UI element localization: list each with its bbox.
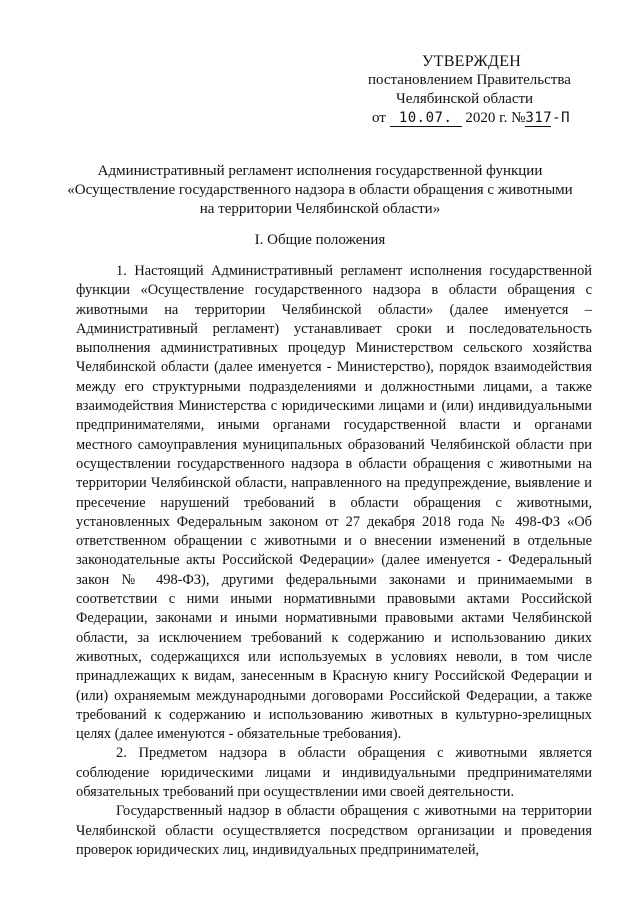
approval-number: 317-П xyxy=(525,110,571,126)
document-body xyxy=(76,262,592,860)
approval-resolution: постановлением Правительства xyxy=(368,72,571,88)
paragraph-3: Государственный надзор в области обращения с животными на территории Челябинской области осуществляется посредством организации и проведения проверок юридических лиц, индивидуальных предпринимателей, xyxy=(76,803,592,858)
title-line-2: «Осуществление государственного надзора в области обращения с животными xyxy=(67,182,573,198)
document-title xyxy=(60,162,580,219)
section-heading: I. Общие положения xyxy=(254,232,386,248)
paragraph-2: 2. Предметом надзора в области обращения с животными является соблюдение юридическими лицами и индивидуальными предпринимателями обязательных требований при осуществлении ими своей деятельности. xyxy=(76,745,592,801)
title-line-3: на территории Челябинской области» xyxy=(199,201,441,217)
approval-date: 10.07. xyxy=(390,111,462,127)
approval-year: 2020 г. № xyxy=(465,110,526,126)
approval-stamp xyxy=(360,52,600,128)
approval-prefix: от xyxy=(372,110,386,126)
approval-heading: УТВЕРЖДЕН xyxy=(422,53,522,70)
paragraph-1: 1. Настоящий Административный регламент исполнения государственной функции «Осуществление государственного надзора в области обращения с животными на территории Челябинской области» (далее именуется – Административный регламент) устанавливает сроки и последовательность выполнения административных процедур Министерством сельского хозяйства Челябинской области (далее именуется - Министерство), порядок взаимодействия между его структурными подразделениями и должностными лицами, а также взаимодействия Министерства с юридическими лицами и (или) индивидуальными предпринимателями, иными органами государственной власти и органами местного самоуправления муниципальных образований Челябинской области при осуществлении государственного надзора в области обращения с животными на территории Челябинской области, направленного на предупреждение, выявление и пресечение нарушений требований в области обращения с животными, установленных Федеральным законом от 27 декабря 2018 года № 498-ФЗ «Об ответственном обращении с животными и о внесении изменений в отдельные законодательные акты Российской Федерации» (далее именуется - Федеральный закон № 498-ФЗ), другими федеральными законами и принимаемыми в соответствии с ними иными нормативными правовыми актами Российской Федерации, законами и иными нормативными правовыми актами Челябинской области, за исключением требований к содержанию и использованию диких животных, содержащихся или используемых в условиях неволи, в том числе принадлежащих к видам, занесенным в Красную книгу Российской Федерации и (или) охраняемым международными договорами Российской Федерации, а также требований к содержанию и использованию животных в культурно-зрелищных целях (далее именуются - обязательные требования). xyxy=(76,263,592,743)
approval-government: Челябинской области xyxy=(396,91,534,107)
approval-date-line xyxy=(360,109,600,128)
title-line-1: Административный регламент исполнения государственной функции xyxy=(97,163,543,179)
